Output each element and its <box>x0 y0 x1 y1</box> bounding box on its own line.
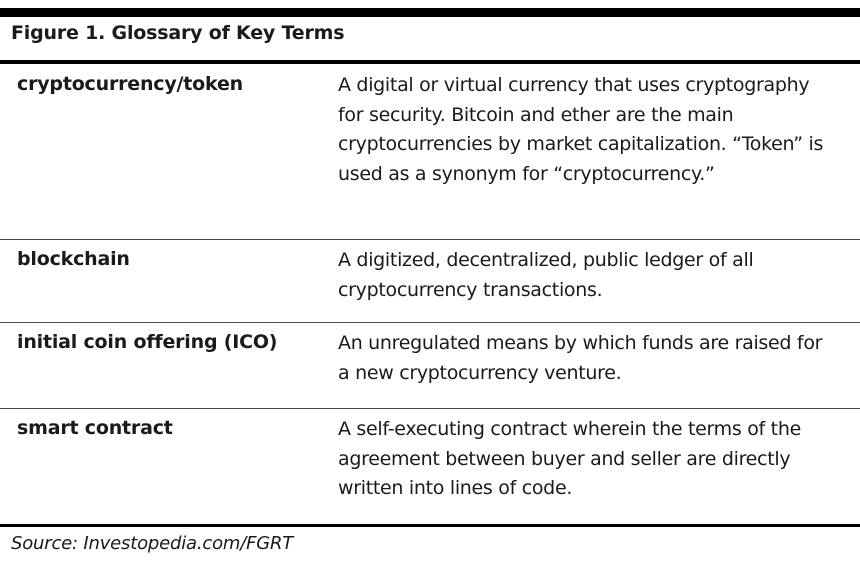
source-note: Source: Investopedia.com/FGRT <box>11 533 294 554</box>
figure-title: Figure 1. Glossary of Key Terms <box>11 22 345 44</box>
glossary-definition: An unregulated means by which funds are raised for a new cryptocurrency venture. <box>338 332 823 384</box>
glossary-row <box>0 408 860 524</box>
bottom-rule <box>0 524 860 527</box>
glossary-row <box>0 239 860 322</box>
glossary-term: blockchain <box>17 248 130 270</box>
glossary-term: smart contract <box>17 417 173 439</box>
glossary-row <box>0 322 860 408</box>
glossary-term: initial coin offering (ICO) <box>17 331 278 353</box>
glossary-definition: A digital or virtual currency that uses cryptography for security. Bitcoin and ether are the main cryptocurrencies by market capitalization. “Token” is used as a synonym for “cryptocurrency.” <box>338 74 824 185</box>
row-separator <box>0 322 860 323</box>
row-separator <box>0 408 860 409</box>
glossary-definition: A digitized, decentralized, public ledger of all cryptocurrency transactions. <box>338 249 754 301</box>
row-separator <box>0 239 860 240</box>
glossary-row <box>0 64 860 239</box>
glossary-table <box>0 64 860 524</box>
top-rule <box>0 8 860 17</box>
glossary-definition: A self-executing contract wherein the terms of the agreement between buyer and seller are directly written into lines of code. <box>338 418 801 500</box>
glossary-term: cryptocurrency/token <box>17 73 243 95</box>
